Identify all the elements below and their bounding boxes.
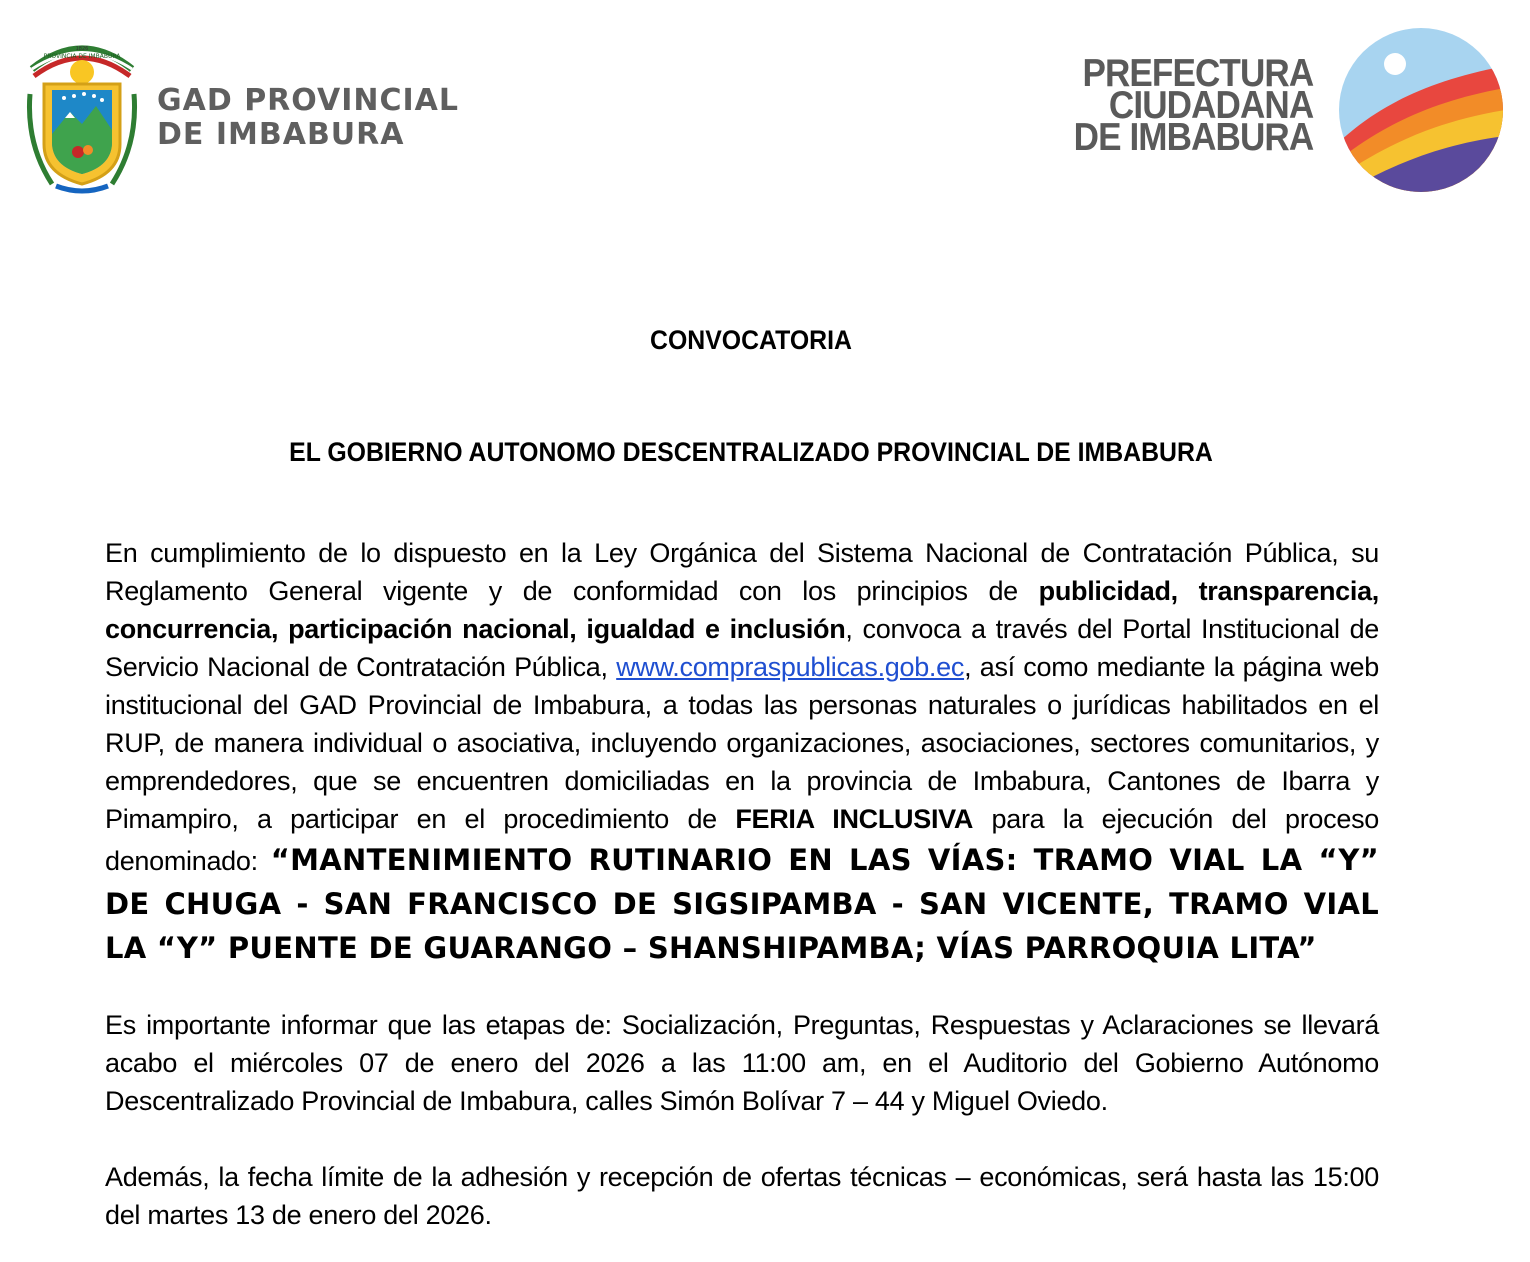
p1-text-4: para la ejecución del proceso denominado: [105, 804, 1379, 876]
p1-process-name: “MANTENIMIENTO RUTINARIO EN LAS VÍAS: TRAMO VIAL LA “Y” DE CHUGA - SAN FRANCISCO DE SIGSIPAMBA - SAN VICENTE, TRAMO VIAL LA “Y” PUENTE DE GUARANGO – SHANSHIPAMBA; VÍAS PARROQUIA LITA” [105, 843, 1379, 965]
gad-logo-line2: DE IMBABURA [157, 117, 405, 152]
paragraph-2: Es importante informar que las etapas de: Socialización, Preguntas, Respuestas y Aclaraciones se llevará acabo el miércoles 07 de enero del 2026 a las 11:00 am, en el Auditorio del Gobierno Autónomo Descentralizado Provincial de Imbabura, calles Simón Bolívar 7 – 44 y Miguel Oviedo. [105, 1010, 1379, 1116]
p1-bold-feria: FERIA INCLUSIVA [735, 804, 974, 834]
p1-text-1: En cumplimiento de lo dispuesto en la Ley Orgánica del Sistema Nacional de Contratación Pública, su Reglamento General vigente y de conformidad con los principios de [105, 538, 1379, 606]
page-subtitle: EL GOBIERNO AUTONOMO DESCENTRALIZADO PROVINCIAL DE IMBABURA [289, 437, 1213, 467]
compras-publicas-link[interactable]: www.compraspublicas.gob.ec [616, 652, 965, 682]
p1-text-3b: , a todas las personas naturales o jurídicas habilitados en el RUP, de manera individual o asociativa, incluyendo organizaciones, asociaciones, sectores comunitarios, y emprendedores, que se encuentren domiciliadas en la provincia de Imbabura, Cantones de Ibarra y Pimampiro, a participar en el procedimiento de [105, 690, 1379, 834]
p1-text-3: , así como mediante la página web institucional del GAD Provincial de Imbabura [105, 652, 1379, 720]
prefectura-circle-icon [1337, 26, 1505, 194]
crest-ribbon-text: PROVINCIA DE IMBABURA [43, 53, 121, 60]
prefectura-logo-line3: DE IMBABURA [1073, 116, 1313, 159]
crest-year: 1826 [75, 46, 89, 52]
page-title: CONVOCATORIA [650, 325, 852, 355]
coat-of-arms-icon [22, 34, 142, 199]
prefectura-logo-line1: PREFECTURA [1082, 52, 1313, 95]
paragraph-3: Además, la fecha límite de la adhesión y recepción de ofertas técnicas – económicas, será hasta las 15:00 del martes 13 de enero del 2026. [105, 1162, 1379, 1230]
prefectura-logo-line2: CIUDADANA [1108, 84, 1313, 127]
gad-logo [22, 34, 459, 204]
p1-bold-principles: publicidad, transparencia, concurrencia, participación nacional, igualdad e inclusión [105, 576, 1379, 644]
gad-logo-line1: GAD PROVINCIAL [157, 83, 459, 118]
paragraph-1 [105, 534, 1379, 970]
p1-text-2: , convoca a través del Portal Institucional de Servicio Nacional de Contratación Pública, [105, 614, 1380, 682]
prefectura-logo [1073, 26, 1505, 196]
